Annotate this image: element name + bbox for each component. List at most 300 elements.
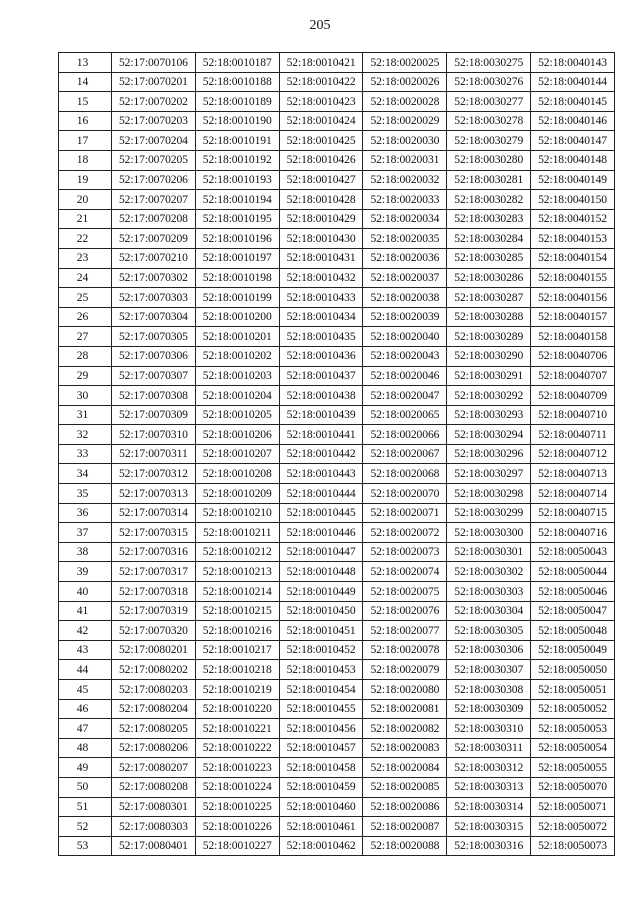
cadastral-number-cell: 52:18:0050048 (531, 621, 615, 641)
cadastral-number-cell: 52:17:0070305 (112, 327, 196, 347)
cadastral-number-cell: 52:18:0020033 (363, 190, 447, 210)
cadastral-number-cell: 52:18:0010221 (195, 719, 279, 739)
cadastral-number-cell: 52:17:0080205 (112, 719, 196, 739)
cadastral-number-cell: 52:18:0010218 (195, 660, 279, 680)
cadastral-number-cell: 52:17:0080202 (112, 660, 196, 680)
cadastral-number-cell: 52:18:0010437 (279, 366, 363, 386)
cadastral-number-cell: 52:18:0010197 (195, 248, 279, 268)
cadastral-number-cell: 52:17:0070306 (112, 346, 196, 366)
cadastral-number-cell: 52:18:0020079 (363, 660, 447, 680)
row-number-cell: 18 (59, 150, 112, 170)
cadastral-number-cell: 52:18:0040709 (531, 386, 615, 406)
table-row (59, 72, 615, 92)
cadastral-number-cell: 52:18:0010428 (279, 190, 363, 210)
cadastral-number-cell: 52:18:0010448 (279, 562, 363, 582)
cadastral-number-cell: 52:18:0010210 (195, 503, 279, 523)
cadastral-number-cell: 52:18:0010435 (279, 327, 363, 347)
table-row (59, 464, 615, 484)
row-number-cell: 48 (59, 738, 112, 758)
row-number-cell: 16 (59, 111, 112, 131)
cadastral-number-cell: 52:18:0030294 (447, 425, 531, 445)
cadastral-number-cell: 52:18:0020077 (363, 621, 447, 641)
cadastral-number-cell: 52:18:0010432 (279, 268, 363, 288)
cadastral-number-cell: 52:18:0010423 (279, 92, 363, 112)
table-row (59, 307, 615, 327)
cadastral-number-cell: 52:18:0030293 (447, 405, 531, 425)
table-row (59, 346, 615, 366)
cadastral-number-cell: 52:18:0030311 (447, 738, 531, 758)
cadastral-number-cell: 52:18:0020032 (363, 170, 447, 190)
row-number-cell: 39 (59, 562, 112, 582)
cadastral-number-cell: 52:18:0050071 (531, 797, 615, 817)
cadastral-number-cell: 52:18:0010219 (195, 680, 279, 700)
cadastral-number-cell: 52:18:0010450 (279, 601, 363, 621)
cadastral-number-cell: 52:18:0040144 (531, 72, 615, 92)
cadastral-number-cell: 52:18:0040158 (531, 327, 615, 347)
cadastral-number-cell: 52:17:0080206 (112, 738, 196, 758)
cadastral-number-cell: 52:17:0080401 (112, 836, 196, 856)
row-number-cell: 49 (59, 758, 112, 778)
cadastral-number-cell: 52:18:0020046 (363, 366, 447, 386)
table-row (59, 190, 615, 210)
table-row (59, 660, 615, 680)
cadastral-number-cell: 52:18:0010449 (279, 582, 363, 602)
cadastral-number-cell: 52:18:0010425 (279, 131, 363, 151)
cadastral-number-cell: 52:18:0050049 (531, 640, 615, 660)
cadastral-number-cell: 52:18:0040714 (531, 484, 615, 504)
cadastral-number-cell: 52:18:0020068 (363, 464, 447, 484)
cadastral-number-cell: 52:17:0070106 (112, 53, 196, 73)
cadastral-number-cell: 52:18:0020085 (363, 777, 447, 797)
cadastral-number-cell: 52:18:0010430 (279, 229, 363, 249)
cadastral-number-cell: 52:18:0030277 (447, 92, 531, 112)
cadastral-number-cell: 52:17:0070311 (112, 444, 196, 464)
cadastral-number-cell: 52:18:0040715 (531, 503, 615, 523)
cadastral-number-cell: 52:18:0030307 (447, 660, 531, 680)
table-row (59, 542, 615, 562)
cadastral-number-table (58, 52, 615, 856)
row-number-cell: 23 (59, 248, 112, 268)
cadastral-number-cell: 52:18:0030286 (447, 268, 531, 288)
row-number-cell: 31 (59, 405, 112, 425)
cadastral-number-cell: 52:17:0070307 (112, 366, 196, 386)
cadastral-number-cell: 52:18:0030278 (447, 111, 531, 131)
cadastral-number-cell: 52:17:0070302 (112, 268, 196, 288)
row-number-cell: 52 (59, 817, 112, 837)
cadastral-number-cell: 52:18:0030281 (447, 170, 531, 190)
cadastral-number-cell: 52:18:0020025 (363, 53, 447, 73)
cadastral-number-cell: 52:18:0020072 (363, 523, 447, 543)
row-number-cell: 32 (59, 425, 112, 445)
row-number-cell: 14 (59, 72, 112, 92)
cadastral-number-cell: 52:18:0030312 (447, 758, 531, 778)
cadastral-number-cell: 52:18:0010222 (195, 738, 279, 758)
cadastral-number-cell: 52:18:0020083 (363, 738, 447, 758)
cadastral-number-cell: 52:18:0020087 (363, 817, 447, 837)
cadastral-number-cell: 52:18:0030303 (447, 582, 531, 602)
cadastral-number-cell: 52:18:0050051 (531, 680, 615, 700)
row-number-cell: 17 (59, 131, 112, 151)
cadastral-number-cell: 52:18:0030280 (447, 150, 531, 170)
row-number-cell: 53 (59, 836, 112, 856)
cadastral-number-cell: 52:18:0020035 (363, 229, 447, 249)
table-row (59, 405, 615, 425)
cadastral-number-cell: 52:18:0020075 (363, 582, 447, 602)
cadastral-number-cell: 52:18:0010188 (195, 72, 279, 92)
cadastral-number-cell: 52:18:0010422 (279, 72, 363, 92)
table-row (59, 699, 615, 719)
cadastral-number-cell: 52:18:0040155 (531, 268, 615, 288)
cadastral-number-cell: 52:18:0030309 (447, 699, 531, 719)
cadastral-number-cell: 52:18:0050054 (531, 738, 615, 758)
table-row (59, 288, 615, 308)
table-row (59, 53, 615, 73)
table-row (59, 327, 615, 347)
table-row (59, 523, 615, 543)
cadastral-number-cell: 52:18:0040153 (531, 229, 615, 249)
table-row (59, 562, 615, 582)
cadastral-number-cell: 52:18:0030308 (447, 680, 531, 700)
row-number-cell: 40 (59, 582, 112, 602)
cadastral-number-cell: 52:17:0070319 (112, 601, 196, 621)
cadastral-number-cell: 52:18:0050044 (531, 562, 615, 582)
cadastral-number-cell: 52:18:0020037 (363, 268, 447, 288)
cadastral-number-cell: 52:18:0020076 (363, 601, 447, 621)
cadastral-number-cell: 52:18:0040716 (531, 523, 615, 543)
cadastral-number-cell: 52:18:0020084 (363, 758, 447, 778)
cadastral-number-cell: 52:17:0070207 (112, 190, 196, 210)
cadastral-number-cell: 52:18:0030284 (447, 229, 531, 249)
cadastral-number-cell: 52:17:0070206 (112, 170, 196, 190)
row-number-cell: 22 (59, 229, 112, 249)
cadastral-number-cell: 52:18:0030275 (447, 53, 531, 73)
cadastral-number-cell: 52:18:0010190 (195, 111, 279, 131)
table-row (59, 680, 615, 700)
cadastral-number-cell: 52:18:0020065 (363, 405, 447, 425)
cadastral-number-cell: 52:18:0010456 (279, 719, 363, 739)
table-row (59, 484, 615, 504)
table-row (59, 444, 615, 464)
cadastral-number-cell: 52:17:0070209 (112, 229, 196, 249)
row-number-cell: 51 (59, 797, 112, 817)
table-row (59, 797, 615, 817)
cadastral-number-cell: 52:18:0020030 (363, 131, 447, 151)
cadastral-number-cell: 52:18:0040157 (531, 307, 615, 327)
table-row (59, 248, 615, 268)
cadastral-number-cell: 52:18:0030313 (447, 777, 531, 797)
cadastral-number-cell: 52:17:0070312 (112, 464, 196, 484)
cadastral-number-cell: 52:18:0040147 (531, 131, 615, 151)
cadastral-number-cell: 52:18:0040143 (531, 53, 615, 73)
cadastral-number-cell: 52:18:0010223 (195, 758, 279, 778)
cadastral-number-cell: 52:18:0010215 (195, 601, 279, 621)
cadastral-number-cell: 52:18:0030300 (447, 523, 531, 543)
cadastral-number-cell: 52:18:0020040 (363, 327, 447, 347)
cadastral-number-cell: 52:18:0040713 (531, 464, 615, 484)
row-number-cell: 30 (59, 386, 112, 406)
cadastral-number-cell: 52:18:0050052 (531, 699, 615, 719)
cadastral-number-cell: 52:18:0010212 (195, 542, 279, 562)
cadastral-number-cell: 52:18:0030296 (447, 444, 531, 464)
cadastral-number-cell: 52:18:0020067 (363, 444, 447, 464)
table-row (59, 111, 615, 131)
table-row (59, 229, 615, 249)
table-row (59, 601, 615, 621)
table-row (59, 758, 615, 778)
cadastral-number-cell: 52:18:0010451 (279, 621, 363, 641)
cadastral-number-cell: 52:18:0040145 (531, 92, 615, 112)
cadastral-number-cell: 52:18:0010227 (195, 836, 279, 856)
cadastral-number-cell: 52:18:0010439 (279, 405, 363, 425)
cadastral-number-cell: 52:18:0030289 (447, 327, 531, 347)
table-row (59, 150, 615, 170)
cadastral-number-cell: 52:17:0070304 (112, 307, 196, 327)
cadastral-number-cell: 52:18:0020029 (363, 111, 447, 131)
cadastral-number-cell: 52:18:0020082 (363, 719, 447, 739)
cadastral-number-cell: 52:18:0010453 (279, 660, 363, 680)
cadastral-number-cell: 52:18:0030302 (447, 562, 531, 582)
cadastral-number-cell: 52:18:0040712 (531, 444, 615, 464)
cadastral-number-cell: 52:18:0010209 (195, 484, 279, 504)
cadastral-number-cell: 52:18:0030287 (447, 288, 531, 308)
cadastral-number-cell: 52:18:0030310 (447, 719, 531, 739)
cadastral-number-cell: 52:18:0020031 (363, 150, 447, 170)
cadastral-number-cell: 52:18:0010187 (195, 53, 279, 73)
cadastral-number-cell: 52:18:0030315 (447, 817, 531, 837)
cadastral-number-cell: 52:17:0070208 (112, 209, 196, 229)
table-row (59, 621, 615, 641)
cadastral-number-cell: 52:18:0020028 (363, 92, 447, 112)
table-row (59, 777, 615, 797)
table-row (59, 640, 615, 660)
row-number-cell: 34 (59, 464, 112, 484)
cadastral-number-cell: 52:18:0010452 (279, 640, 363, 660)
cadastral-number-cell: 52:18:0050072 (531, 817, 615, 837)
cadastral-number-cell: 52:18:0030298 (447, 484, 531, 504)
row-number-cell: 35 (59, 484, 112, 504)
cadastral-number-cell: 52:17:0070315 (112, 523, 196, 543)
cadastral-number-cell: 52:18:0050053 (531, 719, 615, 739)
table-row (59, 503, 615, 523)
cadastral-number-cell: 52:18:0020080 (363, 680, 447, 700)
table-row (59, 131, 615, 151)
cadastral-number-cell: 52:18:0020066 (363, 425, 447, 445)
cadastral-number-cell: 52:18:0050047 (531, 601, 615, 621)
cadastral-number-cell: 52:17:0080203 (112, 680, 196, 700)
cadastral-number-cell: 52:17:0070317 (112, 562, 196, 582)
cadastral-number-cell: 52:17:0070316 (112, 542, 196, 562)
cadastral-number-cell: 52:17:0070201 (112, 72, 196, 92)
table-row (59, 719, 615, 739)
cadastral-number-cell: 52:18:0010434 (279, 307, 363, 327)
cadastral-number-cell: 52:18:0040710 (531, 405, 615, 425)
cadastral-number-cell: 52:18:0010436 (279, 346, 363, 366)
cadastral-number-cell: 52:18:0020039 (363, 307, 447, 327)
cadastral-number-cell: 52:18:0030282 (447, 190, 531, 210)
cadastral-number-cell: 52:18:0020043 (363, 346, 447, 366)
cadastral-number-cell: 52:17:0080303 (112, 817, 196, 837)
cadastral-number-cell: 52:17:0070203 (112, 111, 196, 131)
row-number-cell: 21 (59, 209, 112, 229)
cadastral-number-cell: 52:18:0010200 (195, 307, 279, 327)
cadastral-number-cell: 52:17:0070205 (112, 150, 196, 170)
cadastral-number-cell: 52:18:0050043 (531, 542, 615, 562)
cadastral-number-cell: 52:18:0010225 (195, 797, 279, 817)
cadastral-number-cell: 52:18:0020088 (363, 836, 447, 856)
cadastral-number-cell: 52:18:0010224 (195, 777, 279, 797)
cadastral-number-cell: 52:18:0010424 (279, 111, 363, 131)
cadastral-number-cell: 52:18:0010204 (195, 386, 279, 406)
cadastral-number-cell: 52:18:0010444 (279, 484, 363, 504)
cadastral-number-cell: 52:18:0030288 (447, 307, 531, 327)
cadastral-number-cell: 52:18:0010201 (195, 327, 279, 347)
cadastral-number-cell: 52:18:0020086 (363, 797, 447, 817)
cadastral-number-cell: 52:18:0010193 (195, 170, 279, 190)
cadastral-number-cell: 52:18:0010461 (279, 817, 363, 837)
table-row (59, 268, 615, 288)
cadastral-number-cell: 52:18:0010429 (279, 209, 363, 229)
row-number-cell: 46 (59, 699, 112, 719)
cadastral-number-cell: 52:18:0040711 (531, 425, 615, 445)
cadastral-number-cell: 52:18:0010462 (279, 836, 363, 856)
page-number: 205 (309, 18, 331, 33)
cadastral-number-cell: 52:18:0030301 (447, 542, 531, 562)
cadastral-number-cell: 52:18:0010192 (195, 150, 279, 170)
cadastral-number-cell: 52:17:0070318 (112, 582, 196, 602)
row-number-cell: 43 (59, 640, 112, 660)
cadastral-number-cell: 52:18:0040152 (531, 209, 615, 229)
cadastral-number-cell: 52:18:0010454 (279, 680, 363, 700)
table-body (59, 53, 615, 856)
cadastral-number-cell: 52:18:0040154 (531, 248, 615, 268)
cadastral-number-cell: 52:18:0010226 (195, 817, 279, 837)
cadastral-number-cell: 52:18:0010220 (195, 699, 279, 719)
table-row (59, 92, 615, 112)
cadastral-number-cell: 52:17:0080201 (112, 640, 196, 660)
cadastral-number-cell: 52:18:0010441 (279, 425, 363, 445)
cadastral-number-cell: 52:18:0030297 (447, 464, 531, 484)
cadastral-number-cell: 52:17:0080208 (112, 777, 196, 797)
row-number-cell: 13 (59, 53, 112, 73)
cadastral-number-cell: 52:18:0010438 (279, 386, 363, 406)
cadastral-number-cell: 52:17:0070320 (112, 621, 196, 641)
cadastral-number-cell: 52:17:0080207 (112, 758, 196, 778)
cadastral-number-cell: 52:18:0050050 (531, 660, 615, 680)
row-number-cell: 36 (59, 503, 112, 523)
cadastral-number-cell: 52:18:0010196 (195, 229, 279, 249)
row-number-cell: 47 (59, 719, 112, 739)
cadastral-number-cell: 52:17:0070314 (112, 503, 196, 523)
cadastral-number-cell: 52:18:0020078 (363, 640, 447, 660)
row-number-cell: 41 (59, 601, 112, 621)
cadastral-number-cell: 52:18:0040706 (531, 346, 615, 366)
row-number-cell: 28 (59, 346, 112, 366)
table-row (59, 386, 615, 406)
cadastral-number-cell: 52:18:0030285 (447, 248, 531, 268)
table-row (59, 836, 615, 856)
cadastral-number-cell: 52:18:0040148 (531, 150, 615, 170)
cadastral-number-cell: 52:18:0030291 (447, 366, 531, 386)
cadastral-number-cell: 52:18:0010205 (195, 405, 279, 425)
cadastral-number-cell: 52:18:0020081 (363, 699, 447, 719)
cadastral-number-cell: 52:17:0070313 (112, 484, 196, 504)
cadastral-number-cell: 52:18:0010191 (195, 131, 279, 151)
cadastral-number-cell: 52:18:0040707 (531, 366, 615, 386)
cadastral-number-cell: 52:18:0010447 (279, 542, 363, 562)
cadastral-number-cell: 52:18:0020038 (363, 288, 447, 308)
table-row (59, 425, 615, 445)
cadastral-number-cell: 52:18:0030279 (447, 131, 531, 151)
cadastral-number-cell: 52:18:0010194 (195, 190, 279, 210)
cadastral-number-cell: 52:18:0010189 (195, 92, 279, 112)
cadastral-number-cell: 52:18:0010214 (195, 582, 279, 602)
cadastral-number-cell: 52:17:0070303 (112, 288, 196, 308)
cadastral-number-cell: 52:18:0010457 (279, 738, 363, 758)
cadastral-number-cell: 52:18:0030304 (447, 601, 531, 621)
row-number-cell: 25 (59, 288, 112, 308)
table-row (59, 817, 615, 837)
cadastral-number-cell: 52:18:0040150 (531, 190, 615, 210)
cadastral-number-cell: 52:18:0010195 (195, 209, 279, 229)
cadastral-number-cell: 52:17:0070204 (112, 131, 196, 151)
cadastral-number-cell: 52:18:0020073 (363, 542, 447, 562)
row-number-cell: 19 (59, 170, 112, 190)
cadastral-number-cell: 52:18:0050070 (531, 777, 615, 797)
cadastral-number-cell: 52:18:0050073 (531, 836, 615, 856)
table-row (59, 582, 615, 602)
table-row (59, 170, 615, 190)
cadastral-number-cell: 52:18:0010459 (279, 777, 363, 797)
row-number-cell: 24 (59, 268, 112, 288)
cadastral-number-cell: 52:18:0010455 (279, 699, 363, 719)
cadastral-number-cell: 52:17:0070202 (112, 92, 196, 112)
cadastral-number-cell: 52:18:0010442 (279, 444, 363, 464)
cadastral-number-cell: 52:18:0020026 (363, 72, 447, 92)
table-row (59, 738, 615, 758)
cadastral-number-cell: 52:18:0020034 (363, 209, 447, 229)
cadastral-number-cell: 52:18:0010433 (279, 288, 363, 308)
cadastral-number-cell: 52:18:0020070 (363, 484, 447, 504)
cadastral-number-cell: 52:18:0010427 (279, 170, 363, 190)
cadastral-number-cell: 52:18:0010208 (195, 464, 279, 484)
row-number-cell: 33 (59, 444, 112, 464)
cadastral-number-cell: 52:18:0010446 (279, 523, 363, 543)
row-number-cell: 37 (59, 523, 112, 543)
cadastral-number-cell: 52:18:0030299 (447, 503, 531, 523)
cadastral-number-cell: 52:18:0040146 (531, 111, 615, 131)
cadastral-number-cell: 52:18:0010458 (279, 758, 363, 778)
cadastral-number-cell: 52:18:0010202 (195, 346, 279, 366)
row-number-cell: 44 (59, 660, 112, 680)
cadastral-number-cell: 52:18:0010421 (279, 53, 363, 73)
cadastral-number-cell: 52:18:0030290 (447, 346, 531, 366)
cadastral-number-cell: 52:18:0010216 (195, 621, 279, 641)
table-row (59, 209, 615, 229)
cadastral-number-cell: 52:18:0030314 (447, 797, 531, 817)
cadastral-number-cell: 52:18:0050055 (531, 758, 615, 778)
cadastral-number-cell: 52:17:0070310 (112, 425, 196, 445)
cadastral-number-cell: 52:18:0030276 (447, 72, 531, 92)
row-number-cell: 50 (59, 777, 112, 797)
row-number-cell: 27 (59, 327, 112, 347)
row-number-cell: 42 (59, 621, 112, 641)
cadastral-number-cell: 52:18:0020074 (363, 562, 447, 582)
cadastral-number-cell: 52:18:0010206 (195, 425, 279, 445)
cadastral-number-cell: 52:18:0010460 (279, 797, 363, 817)
cadastral-number-cell: 52:18:0010443 (279, 464, 363, 484)
cadastral-number-cell: 52:18:0010211 (195, 523, 279, 543)
row-number-cell: 45 (59, 680, 112, 700)
